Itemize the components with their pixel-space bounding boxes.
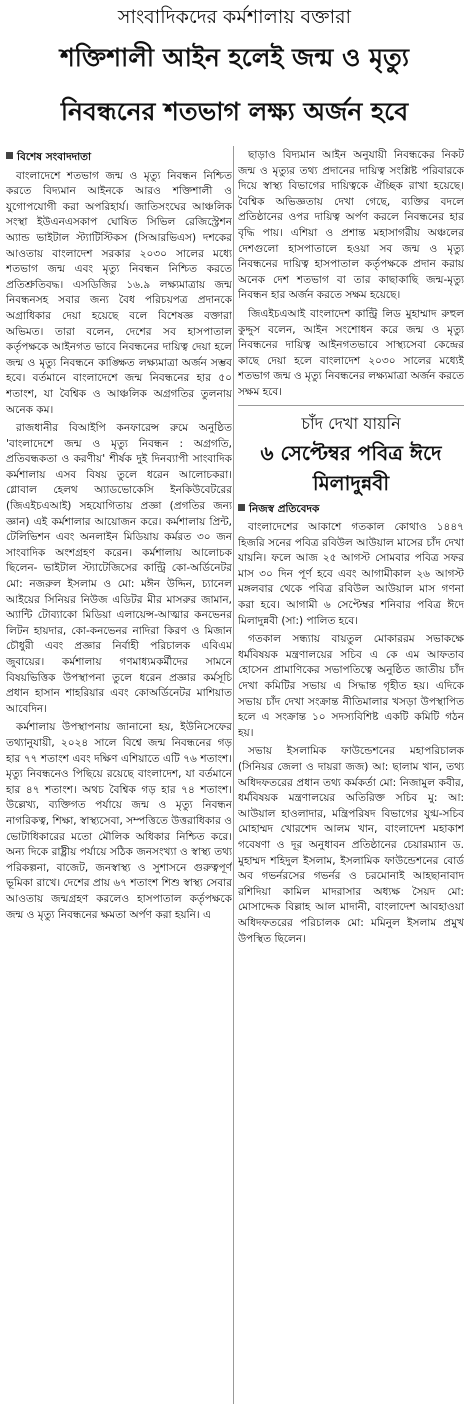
right-column bbox=[238, 148, 464, 1403]
article-paragraph: রাজধানীর বিআইপি কনফারেন্স রুমে অনুষ্ঠিত 'বাংলাদেশে জন্ম ও মৃত্যু নিবন্ধন : অগ্রগতি, প্রতিবন্ধকতা ও করণীয়' শীর্ষক দুই দিনব্যাপী সাংবাদিক কর্মশালায় এসব বিষয় তুলে ধরেন আলোচকরা। গ্লোবাল হেলথ অ্যাডভোকেসি ইনকিউবেটরের (জিএইচএআই) সহযোগিতায় প্রজ্ঞা (প্রগতির জন্য জ্ঞান) এই কর্মশালার আয়োজন করে। কর্মশালায় প্রিন্ট, টেলিভিশন এবং অনলাইন মিডিয়ায় কর্মরত ৩০ জন সাংবাদিক অংশগ্রহণ করেন। কর্মশালায় আলোচক ছিলেন- ভাইটাল স্ট্যাটেজিসের কান্ট্রি কো-অর্ডিনেটর মো: নজরুল ইসলাম ও মো: মঈন উদ্দিন, চ্যানেল আইয়ের সিনিয়র নিউজ এডিটর মীর মাসরুর জামান, অ্যান্টি টোব্যাকো মিডিয়া এলায়েন্স-আত্মার কনভেনর লিটন হায়দার, কো-কনভেনর নাদিরা কিরণ ও মিজান চৌধুরী এবং প্রজ্ঞার নির্বাহী পরিচালক এবিএম জুবায়ের। কর্মশালায় গণমাধ্যমকর্মীদের সামনে বিষয়ভিত্তিক উপস্থাপনা তুলে ধরেন প্রজ্ঞার কর্মসূচি প্রধান হাসান শাহরিয়ার এবং কোঅর্ডিনেটর মাশিয়াত আবেদিন। bbox=[6, 422, 232, 715]
article-paragraph: ছাড়াও বিদ্যমান আইন অনুযায়ী নিবন্ধকের নিকট জন্ম ও মৃত্যুর তথ্য প্রদানের দায়িত্ব সংশ্লিষ্ট পরিবারকে দিয়ে স্বাস্থ্য বিভাগের দায়িত্বকে ঐচ্ছিক রাখা হয়েছে। বৈশ্বিক অভিজ্ঞতায় দেখা গেছে, ব্যক্তির বদলে প্রতিষ্ঠানের ওপর দায়িত্ব অর্পণ করলে নিবন্ধনের হার বৃদ্ধি পায়। এশিয়া ও প্রশান্ত মহাসাগরীয় অঞ্চলের দেশগুলো হাসপাতালে হওয়া সব জন্ম ও মৃত্যু নিবন্ধনের দায়িত্ব হাসপাতাল কর্তৃপক্ষকে প্রদান করায় অনেক দেশ শতভাগ বা তার কাছাকাছি জন্ম-মৃত্যু নিবন্ধন হার অর্জন করতে সক্ষম হয়েছে। bbox=[238, 149, 464, 302]
byline bbox=[6, 150, 232, 166]
section-divider bbox=[238, 405, 464, 406]
second-article-paragraph: গতকাল সন্ধ্যায় বায়তুল মোকাররম সভাকক্ষে ধর্মবিষয়ক মন্ত্রণালয়ের সচিব এ কে এম আফতাব হোসেন প্রামাণিকের সভাপতিত্বে অনুষ্ঠিত জাতীয় চাঁদ দেখা কমিটির সভায় এ সিদ্ধান্ত গৃহীত হয়। এদিকে সভায় চাঁদ দেখা সংক্রান্ত নীতিমালার খসড়া উপস্থাপিত হলে এ সংক্রান্ত ১০ সদস্যবিশিষ্ট একটি কমিটি গঠন হয়। bbox=[238, 633, 464, 739]
article-paragraph: কর্মশালায় উপস্থাপনায় জানানো হয়, ইউনিসেফের তথ্যানুযায়ী, ২০২৪ সালে বিশ্বে জন্ম নিবন্ধনের গড় হার ৭৭ শতাংশ এবং দক্ষিণ এশিয়াতে এটি ৭৬ শতাংশ। মৃত্যু নিবন্ধনেও পিছিয়ে রয়েছে বাংলাদেশ, যা বর্তমানে হার ৪৭ শতাংশ। অথচ বৈশ্বিক গড় হার ৭৪ শতাংশ। উল্লেখ্য, ব্যক্তিগত পর্যায়ে জন্ম ও মৃত্যু নিবন্ধন নাগরিকত্ব, শিক্ষা, স্বাস্থ্যসেবা, সম্পত্তিতে উত্তরাধিকার ও ভোটাধিকারের মতো মৌলিক অধিকার নিশ্চিত করে। অন্য দিকে রাষ্ট্রীয় পর্যায়ে সঠিক জনসংখ্যা ও স্বাস্থ্য তথ্য পরিকল্পনা, বাজেট, জনস্বাস্থ্য ও সুশাসনে গুরুত্বপূর্ণ ভূমিকা রাখে। দেশের প্রায় ৬৭ শতাংশ শিশু স্বাস্থ্য সেবার আওতায় জন্মগ্রহণ করলেও হাসপাতাল কর্তৃপক্ষকে জন্ম ও মৃত্যু নিবন্ধনের ক্ষমতা অর্পণ করা হয়নি। এ bbox=[6, 721, 232, 921]
second-article-headline: ৬ সেপ্টেম্বর পবিত্র ঈদে মিলাদুন্নবী bbox=[260, 440, 442, 495]
square-bullet-icon bbox=[6, 152, 13, 159]
headline-line-1: শক্তিশালী আইন হলেই জন্ম ও মৃত্যু bbox=[59, 43, 410, 72]
left-column bbox=[6, 148, 232, 1403]
square-bullet-icon bbox=[238, 504, 245, 511]
second-byline bbox=[238, 502, 464, 518]
byline-text: বিশেষ সংবাদদাতা bbox=[17, 151, 92, 163]
article-kicker: সাংবাদিকদের কর্মশালায় বক্তারা bbox=[117, 6, 352, 28]
column-divider bbox=[233, 146, 234, 1404]
second-article-paragraph: সভায় ইসলামিক ফাউন্ডেশনের মহাপরিচালক (সিনিয়র জেলা ও দায়রা জজ) আ: ছালাম খান, তথ্য অধিদফতরের প্রধান তথ্য কর্মকর্তা মো: নিজামুল কবীর, ধর্মবিষয়ক মন্ত্রণালয়ের অতিরিক্ত সচিব মু: আ: আউয়াল হাওলাদার, মন্ত্রিপরিষদ বিভাগের যুগ্ম-সচিব মোহাম্মদ খোরশেদ আলম খান, বাংলাদেশ মহাকাশ গবেষণা ও দূর অনুধাবন প্রতিষ্ঠানের চেয়ারম্যান ড. মুহাম্মদ শহিদুল ইসলাম, ইসলামিক ফাউন্ডেশনের বোর্ড অব গভর্নরসের গভর্নর ও চরমোনাই আহছানাবাদ রশিদিয়া কামিল মাদরাসার অধ্যক্ষ সৈয়দ মো: মোসাদ্দেক বিল্লাহ আল মাদানী, বাংলাদেশ আবহাওয়া অধিদফতরের পরিচালক মো: মমিনুল ইসলাম প্রমুখ উপস্থিত ছিলেন। bbox=[238, 745, 464, 945]
headline-line-2: নিবন্ধনের শতভাগ লক্ষ্য অর্জন হবে bbox=[60, 97, 409, 126]
second-byline-text: নিজস্ব প্রতিবেদক bbox=[249, 502, 320, 515]
second-article-paragraph: বাংলাদেশের আকাশে গতকাল কোথাও ১৪৪৭ হিজরি সনের পবিত্র রবিউল আউয়াল মাসের চাঁদ দেখা যায়নি। ফলে আজ ২৫ আগস্ট সোমবার পবিত্র সফর মাস ৩০ দিন পূর্ণ হবে এবং আগামীকাল ২৬ আগস্ট মঙ্গলবার থেকে পবিত্র রবিউল আউয়াল মাস গণনা করা হবে। আগামী ৬ সেপ্টেম্বর শনিবার পবিত্র ঈদে মিলাদুন্নবী (সা:) পালিত হবে। bbox=[238, 521, 464, 627]
article-paragraph: জিএইচএআই বাংলাদেশ কান্ট্রি লিড মুহাম্মাদ রুহুল কুদ্দুস বলেন, আইন সংশোধন করে জন্ম ও মৃত্যু নিবন্ধনের দায়িত্ব আইনগতভাবে সাস্থ্যসেবা কেন্দ্রের কাছে দেয়া হলে বাংলাদেশ ২০৩০ সালের মধ্যেই শতভাগ জন্ম ও মৃত্যু নিবন্ধনের লক্ষ্যমাত্রা অর্জন করতে সক্ষম হবে। bbox=[238, 307, 464, 398]
article-paragraph: বাংলাদেশে শতভাগ জন্ম ও মৃত্যু নিবন্ধন নিশ্চিত করতে বিদ্যমান আইনকে আরও শক্তিশালী ও যুগোপযোগী করা অপরিহার্য। জাতিসংঘের আঞ্চলিক সংস্থা ইউএনএসকাপ ঘোষিত সিভিল রেজিস্ট্রেশন অ্যান্ড ভাইটাল স্ট্যাটিস্টিকস (সিআরভিএস) দশকের আওতায় বাংলাদেশ সরকার ২০৩০ সালের মধ্যে শতভাগ জন্ম এবং মৃত্যু নিবন্ধন নিশ্চিত করতে প্রতিশ্রুতিবদ্ধ। এসডিজির ১৬.৯ লক্ষ্যমাত্রায় জন্ম নিবন্ধনসহ সবার জন্য বৈধ পরিচয়পত্র প্রদানকে অগ্রাধিকার দেয়া হয়েছে বলে বিশেষজ্ঞ বক্তারা অভিমত। তারা বলেন, দেশের সব হাসপাতাল কর্তৃপক্ষকে আইনগত ভাবে নিবন্ধনের দায়িত্ব দেয়া হলে জন্ম ও মৃত্যু নিবন্ধনে কাঙ্ক্ষিত লক্ষ্যমাত্রা অর্জন সম্ভব হবে। বর্তমানে বাংলাদেশে জন্ম নিবন্ধনের হার ৫০ শতাংশ, যা বৈশ্বিক ও আঞ্চলিক অগ্রগতির তুলনায় অনেক কম। bbox=[6, 169, 232, 416]
second-article-kicker: চাঁদ দেখা যায়নি bbox=[301, 413, 401, 433]
